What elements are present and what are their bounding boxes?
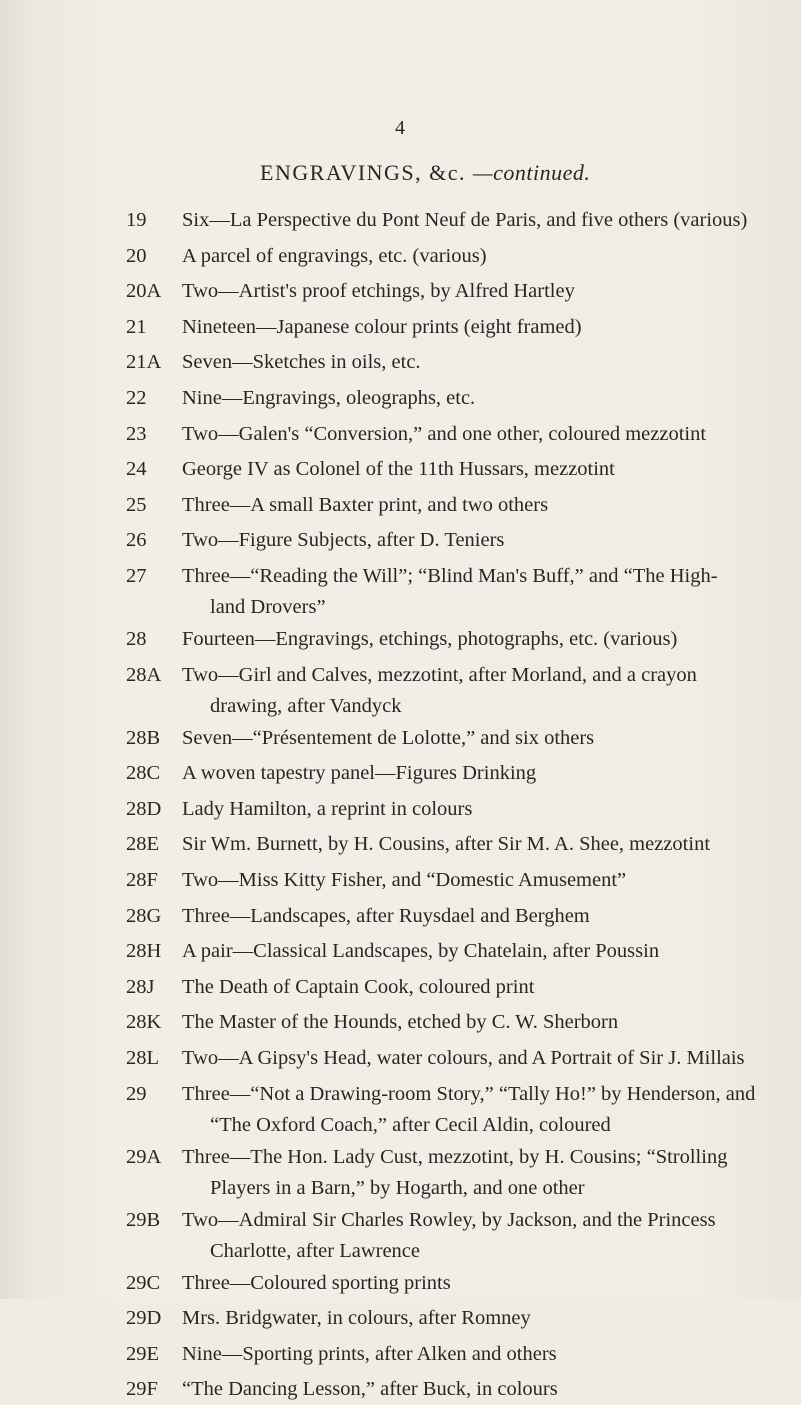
lot-description-line: Three—“Reading the Will”; “Blind Man's Buff,” and “The High- [182, 565, 718, 587]
lot-description-line: Lady Hamilton, a reprint in colours [182, 797, 473, 820]
lot-description [182, 383, 792, 414]
lot-number: 21A [126, 351, 162, 374]
lot-description [182, 276, 792, 307]
lot-number: 29E [126, 1342, 160, 1365]
lot-description-line: Nine—Engravings, oleographs, etc. [182, 387, 476, 409]
lot-description-line: Three—The Hon. Lady Cust, mezzotint, by H. Cousins; “Strolling [182, 1145, 728, 1168]
lot-description [182, 794, 792, 825]
lot-description-line: Six—La Perspective du Pont Neuf de Paris, and five others (various) [182, 209, 748, 231]
lot-number: 28K [126, 1011, 162, 1034]
lot-description [182, 1007, 792, 1038]
lot-number: 28E [126, 833, 160, 856]
lot-number: 21 [126, 315, 147, 338]
lot-description [182, 865, 792, 896]
lot-description-line: Two—Admiral Sir Charles Rowley, by Jackson, and the Princess [182, 1208, 716, 1231]
lot-description [182, 419, 792, 450]
lot-description-line: Sir Wm. Burnett, by H. Cousins, after Sir M. A. Shee, mezzotint [182, 833, 711, 856]
lot-description [182, 723, 792, 754]
lot-number: 20 [126, 244, 147, 267]
lot-description-line: Nineteen—Japanese colour prints (eight framed) [182, 315, 582, 338]
lot-description [182, 347, 792, 378]
lot-description-continuation: drawing, after Vandyck [210, 694, 402, 717]
lot-description-line: “The Dancing Lesson,” after Buck, in colours [182, 1378, 558, 1401]
lot-number: 28J [126, 975, 155, 998]
lot-description [182, 1142, 792, 1204]
lot-description-continuation: Players in a Barn,” by Hogarth, and one other [210, 1176, 585, 1199]
lot-number: 25 [126, 493, 147, 516]
lot-description-line: Three—Landscapes, after Ruysdael and Berghem [182, 904, 590, 927]
lot-description [182, 972, 792, 1003]
lot-description-continuation: land Drovers” [210, 596, 326, 618]
lot-number: 29 [126, 1082, 147, 1105]
lot-number: 29F [126, 1378, 158, 1401]
heading-main: ENGRAVINGS, &c. [260, 160, 467, 185]
lot-description-line: Nine—Sporting prints, after Alken and others [182, 1342, 557, 1365]
lot-description-continuation: Charlotte, after Lawrence [210, 1239, 421, 1262]
lot-description [182, 829, 792, 860]
lot-number: 19 [126, 209, 147, 231]
lot-description-line: The Master of the Hounds, etched by C. W. Sherborn [182, 1011, 619, 1034]
lot-number: 22 [126, 387, 147, 409]
lot-description-line: A pair—Classical Landscapes, by Chatelain, after Poussin [182, 940, 660, 963]
lot-description-line: Three—A small Baxter print, and two others [182, 493, 549, 516]
lot-description [182, 454, 792, 485]
lot-description-line: Three—Coloured sporting prints [182, 1271, 451, 1294]
lot-number: 29A [126, 1145, 162, 1168]
lot-description [182, 312, 792, 343]
lot-description [182, 1043, 792, 1074]
lot-description-line: Two—Miss Kitty Fisher, and “Domestic Amusement” [182, 869, 627, 891]
lot-number: 28B [126, 726, 161, 749]
lot-number: 29D [126, 1307, 162, 1330]
lot-description [182, 936, 792, 967]
lot-description-line: A woven tapestry panel—Figures Drinking [182, 762, 537, 785]
lot-description [182, 490, 792, 521]
lot-description [182, 241, 792, 272]
lot-description-line: Two—Girl and Calves, mezzotint, after Morland, and a crayon [182, 663, 697, 686]
lot-number: 28H [126, 940, 162, 963]
section-heading [260, 160, 590, 186]
lot-description-line: A parcel of engravings, etc. (various) [182, 244, 487, 267]
lot-number: 29C [126, 1271, 161, 1294]
lot-description [182, 525, 792, 556]
lot-description-line: Seven—“Présentement de Lolotte,” and six others [182, 726, 595, 749]
lot-number: 28F [126, 869, 158, 891]
lot-description [182, 1205, 792, 1267]
lot-description-line: George IV as Colonel of the 11th Hussars, mezzotint [182, 458, 615, 481]
lot-description [182, 561, 792, 623]
lot-description-line: Mrs. Bridgwater, in colours, after Romney [182, 1307, 531, 1330]
lot-description-continuation: “The Oxford Coach,” after Cecil Aldin, coloured [210, 1113, 611, 1136]
lot-description [182, 205, 792, 236]
lot-number: 29B [126, 1208, 161, 1231]
lot-description [182, 1268, 792, 1299]
lot-number: 28D [126, 797, 162, 820]
lot-description [182, 1374, 792, 1405]
lot-description [182, 1079, 792, 1141]
lot-number: 28A [126, 663, 162, 686]
lot-number: 28C [126, 762, 161, 785]
lot-number: 28G [126, 904, 162, 927]
page-number: 4 [395, 117, 406, 139]
lot-number: 24 [126, 458, 147, 481]
lot-number: 26 [126, 529, 147, 552]
lot-number: 23 [126, 422, 147, 445]
lot-number: 28 [126, 628, 147, 650]
lot-description [182, 624, 792, 655]
lot-number: 20A [126, 280, 162, 303]
lot-description [182, 758, 792, 789]
lot-description-line: Seven—Sketches in oils, etc. [182, 351, 421, 374]
lot-number: 27 [126, 565, 147, 587]
lot-description-line: Two—Figure Subjects, after D. Teniers [182, 529, 505, 552]
lot-description-line: Two—Galen's “Conversion,” and one other, coloured mezzotint [182, 422, 707, 445]
lot-description-line: The Death of Captain Cook, coloured print [182, 975, 535, 998]
lot-description [182, 1339, 792, 1370]
lot-description [182, 660, 792, 722]
lot-description [182, 1303, 792, 1334]
lot-description-line: Two—Artist's proof etchings, by Alfred Hartley [182, 280, 575, 303]
heading-continued: —continued. [473, 160, 591, 185]
lot-description-line: Three—“Not a Drawing-room Story,” “Tally Ho!” by Henderson, and [182, 1082, 756, 1105]
lot-description [182, 901, 792, 932]
lot-description-line: Fourteen—Engravings, etchings, photographs, etc. (various) [182, 628, 678, 650]
lot-description-line: Two—A Gipsy's Head, water colours, and A Portrait of Sir J. Millais [182, 1047, 745, 1069]
lot-number: 28L [126, 1047, 160, 1069]
